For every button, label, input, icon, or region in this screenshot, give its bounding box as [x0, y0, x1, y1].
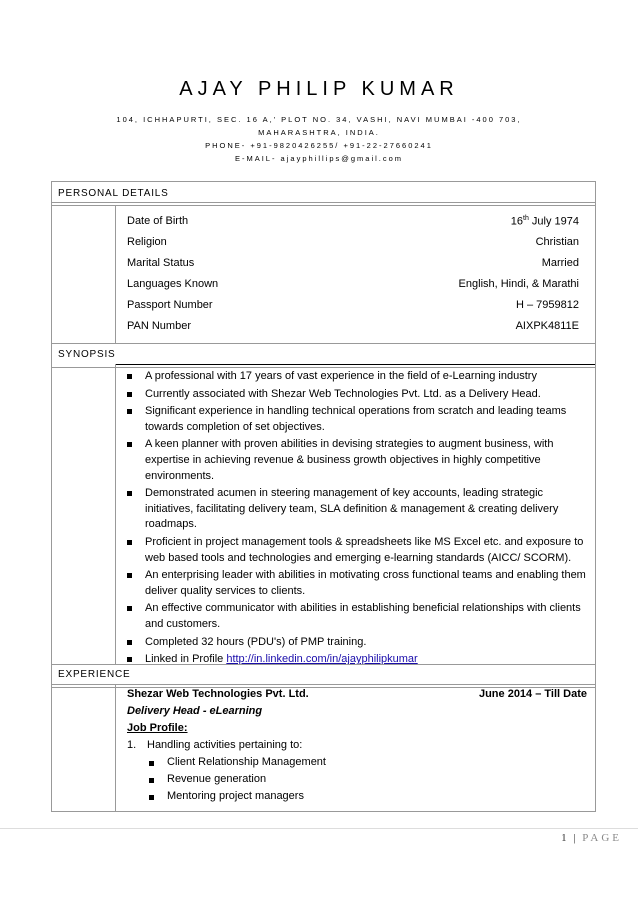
religion-value: Christian	[535, 236, 579, 248]
list-item: Demonstrated acumen in steering management of key accounts, leading strategic initiatives, facilitating delivery team, SLA definition & management & creating delivery roadmaps.	[127, 486, 587, 533]
job-profile-label: Job Profile:	[127, 722, 188, 734]
address-line-1: 104, ICHHAPURTI, SEC. 16 A,' PLOT NO. 34, VASHI, NAVI MUMBAI -400 703,	[116, 115, 522, 124]
dob-value: 16th July 1974	[510, 215, 579, 228]
item-text: Handling activities pertaining to:	[147, 739, 303, 751]
personal-details-heading: PERSONAL DETAILS	[58, 188, 169, 199]
personal-row-passport	[127, 299, 579, 315]
linkedin-profile-link[interactable]: http://in.linkedin.com/in/ajayphilipkumar	[226, 653, 418, 666]
section-divider	[52, 367, 595, 368]
languages-value: English, Hindi, & Marathi	[458, 278, 579, 290]
list-item: A keen planner with proven abilities in devising strategies to augment business, with expertise in achieving revenue & business growth objectives in highly competitive environments.	[127, 437, 587, 484]
synopsis-list	[127, 369, 587, 668]
page-number: 1 | PAGE	[561, 832, 622, 844]
list-item: Significant experience in handling technical operations from scratch and leading teams towards completion of set objectives.	[127, 404, 587, 435]
section-divider	[52, 205, 595, 206]
list-item: A professional with 17 years of vast experience in the field of e-Learning industry	[127, 369, 587, 385]
passport-label: Passport Number	[127, 299, 213, 311]
company-name: Shezar Web Technologies Pvt. Ltd.	[127, 688, 309, 700]
email-line: E-MAIL- ajayphillips@gmail.com	[234, 154, 404, 163]
marital-label: Marital Status	[127, 257, 195, 269]
section-divider	[115, 364, 595, 365]
list-item: An effective communicator with abilities in establishing beneficial relationships with clients and customers.	[127, 601, 587, 632]
synopsis-heading: SYNOPSIS	[58, 349, 116, 360]
section-divider	[52, 664, 595, 665]
list-item	[127, 739, 587, 756]
experience-entry	[127, 688, 587, 807]
languages-label: Languages Known	[127, 278, 219, 290]
list-item: Completed 32 hours (PDU's) of PMP training.	[127, 635, 587, 651]
religion-label: Religion	[127, 236, 167, 248]
bullet-icon	[127, 640, 132, 645]
column-divider	[115, 684, 116, 811]
bullet-icon	[127, 442, 132, 447]
list-item: An enterprising leader with abilities in motivating cross functional teams and enabling them deliver quality services to clients.	[127, 568, 587, 599]
bullet-icon	[127, 573, 132, 578]
personal-row-languages	[127, 278, 579, 294]
column-divider	[115, 364, 116, 664]
candidate-name: AJAY PHILIP KUMAR	[179, 78, 459, 100]
pan-label: PAN Number	[127, 320, 191, 332]
job-role: Delivery Head - eLearning	[127, 705, 263, 717]
bullet-icon	[127, 657, 132, 662]
phone-line: PHONE- +91-9820426255/ +91-22-27660241	[205, 141, 433, 150]
column-divider	[115, 205, 116, 343]
list-item: Client Relationship Management	[127, 756, 587, 773]
list-item: Currently associated with Shezar Web Technologies Pvt. Ltd. as a Delivery Head.	[127, 387, 587, 403]
company-row	[127, 688, 587, 705]
list-item: Revenue generation	[127, 773, 587, 790]
bullet-icon	[149, 795, 154, 800]
address-line-2: MAHARASHTRA, INDIA.	[258, 128, 380, 137]
bullet-icon	[127, 540, 132, 545]
section-divider	[52, 684, 595, 685]
experience-heading: EXPERIENCE	[58, 669, 131, 680]
section-divider	[52, 202, 595, 203]
marital-value: Married	[541, 257, 579, 269]
passport-value: H – 7959812	[516, 299, 579, 311]
bullet-icon	[127, 392, 132, 397]
dob-label: Date of Birth	[127, 215, 189, 227]
section-divider	[52, 343, 595, 344]
bullet-icon	[127, 491, 132, 496]
bullet-icon	[127, 374, 132, 379]
bullet-icon	[149, 778, 154, 783]
item-number: 1.	[127, 739, 137, 751]
bullet-icon	[127, 606, 132, 611]
list-item: Mentoring project managers	[127, 790, 587, 807]
personal-row-marital	[127, 257, 579, 273]
list-item: Linked in Profile http://in.linkedin.com/in/ajayphilipkumar	[127, 652, 587, 668]
employment-period: June 2014 – Till Date	[478, 688, 587, 700]
resume-header	[0, 78, 638, 165]
footer-divider	[0, 828, 638, 829]
bullet-icon	[127, 409, 132, 414]
personal-row-religion	[127, 236, 579, 252]
resume-frame	[51, 181, 596, 812]
personal-row-pan	[127, 320, 579, 336]
list-item: Proficient in project management tools & spreadsheets like MS Excel etc. and exposure to web based tools and technologies and emerging e-learning standards (AICC/ SCORM).	[127, 535, 587, 566]
pan-value: AIXPK4811E	[515, 320, 579, 332]
bullet-icon	[149, 761, 154, 766]
personal-row-dob	[127, 215, 579, 231]
